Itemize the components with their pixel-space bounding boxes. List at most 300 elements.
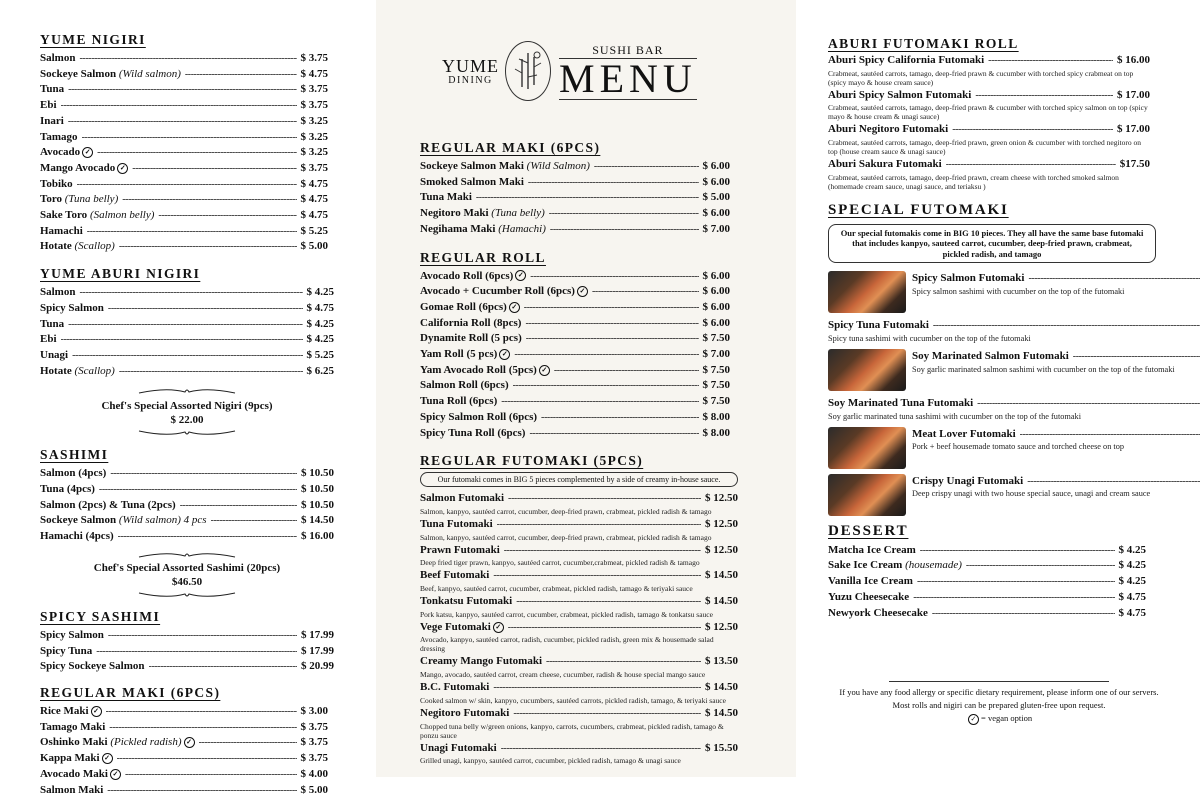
item-note: (Wild salmon) 4 pcs	[119, 514, 207, 526]
item-name: Tamago Maki	[40, 720, 105, 735]
menu-item	[420, 741, 738, 757]
leaf-icon: ✓	[110, 769, 121, 780]
item-description: Pork + beef housemade tomato sauce and torched cheese on top	[912, 442, 1200, 452]
dot-leader	[1028, 272, 1200, 287]
menu-item	[40, 177, 328, 193]
item-description: Deep fried tiger prawn, kanpyo, sautéed carrot, cucumber,crabmeat, pickled radish & tamago	[420, 558, 738, 567]
dot-leader	[508, 492, 701, 507]
item-name: Salmon Futomaki	[420, 491, 504, 506]
item-price: $ 6.00	[703, 175, 731, 190]
dot-leader	[476, 191, 699, 206]
item-name: Vanilla Ice Cream	[828, 574, 913, 589]
section-special-futomaki	[828, 203, 1160, 516]
item-note: (Scallop)	[75, 240, 115, 252]
item-price: $ 10.50	[301, 498, 334, 513]
section-dessert	[828, 524, 1146, 622]
item-description: Avocado, kanpyo, sautéed carrot, radish, cucumber, pickled radish, green mix & housemade salad dressing	[420, 635, 738, 653]
dot-leader	[524, 301, 699, 316]
menu-item	[40, 98, 328, 114]
dot-leader	[61, 99, 297, 114]
item-price: $ 14.50	[705, 680, 738, 695]
item-name: California Roll (8pcs)	[420, 316, 521, 331]
menu-column-left	[0, 0, 376, 777]
menu-item	[40, 161, 328, 177]
item-price: $ 5.00	[301, 783, 329, 798]
special-futomaki-item	[828, 474, 1160, 516]
dot-leader	[1027, 475, 1200, 490]
brand-name: YUME	[442, 57, 499, 75]
item-note: (Wild salmon)	[119, 68, 181, 80]
menu-item	[420, 426, 730, 442]
dot-leader	[1020, 428, 1200, 443]
chef-special-sashimi	[40, 561, 334, 589]
menu-item	[420, 363, 730, 379]
section-title: SPICY SASHIMI	[40, 609, 334, 624]
item-name: Oshinko Maki (Pickled radish) ✓	[40, 735, 195, 750]
menu-item	[912, 349, 1200, 365]
menu-item	[420, 159, 730, 175]
item-description: Chopped tuna belly w/green onions, kanpyo, carrots, cucumbers, crabmeat, pickled radish, tamago & ponzu sauce	[420, 722, 738, 740]
dot-leader	[525, 317, 698, 332]
dot-leader	[87, 225, 297, 240]
menu-item	[40, 628, 334, 644]
item-name: Unagi Futomaki	[420, 741, 497, 756]
dot-leader	[117, 752, 297, 767]
dot-leader	[68, 83, 296, 98]
section-sashimi	[40, 447, 334, 601]
item-name: Spicy Salmon	[40, 628, 104, 643]
item-price: $ 17.99	[301, 628, 334, 643]
item-name: Tuna	[40, 82, 64, 97]
menu-item	[828, 543, 1146, 559]
item-price: $ 17.99	[301, 644, 334, 659]
item-price: $ 10.50	[301, 466, 334, 481]
dot-leader	[122, 193, 296, 208]
menu-item	[420, 394, 730, 410]
item-name: Tonkatsu Futomaki	[420, 594, 512, 609]
item-price: $ 4.25	[1119, 558, 1147, 573]
dot-leader	[977, 397, 1200, 412]
dot-leader	[82, 131, 297, 146]
item-price: $ 12.50	[705, 517, 738, 532]
item-price: $ 7.50	[703, 331, 731, 346]
futomaki-photo	[828, 271, 906, 313]
item-price: $ 4.75	[301, 177, 329, 192]
dot-leader	[68, 318, 302, 333]
section-title: REGULAR MAKI (6PCS)	[420, 140, 730, 155]
item-price: $ 6.00	[703, 316, 731, 331]
item-description: Salmon, kanpyo, sautéed carrot, cucumber, deep-fried prawn, crabmeat, pickled radish & tamago	[420, 507, 738, 516]
menu-item	[40, 285, 334, 301]
item-name: Tuna (4pcs)	[40, 482, 95, 497]
item-name: Sockeye Salmon Maki (Wild Salmon)	[420, 159, 590, 174]
dot-leader	[554, 364, 699, 379]
item-name: Rice Maki ✓	[40, 704, 102, 719]
item-name: B.C. Futomaki	[420, 680, 489, 695]
menu-item	[40, 145, 328, 161]
special-futomaki-note: Our special futomakis come in BIG 10 pieces. They all have the same base futomaki that includes kanpyo, sauteed carrot, cucumber, deep-fried prawn, crabmeat, pickled radish, and tamago	[828, 224, 1156, 264]
menu-item	[40, 51, 328, 67]
dot-leader	[514, 348, 698, 363]
menu-item	[40, 498, 334, 514]
menu-item	[828, 318, 1200, 334]
dot-leader	[933, 319, 1200, 334]
section-title: REGULAR FUTOMAKI (5PCS)	[420, 453, 738, 468]
item-name: Hamachi	[40, 224, 83, 239]
item-name: Aburi Negitoro Futomaki	[828, 122, 948, 137]
item-name: Spicy Salmon Futomaki	[912, 271, 1024, 286]
menu-item	[40, 332, 334, 348]
item-name: Unagi	[40, 348, 68, 363]
dot-leader	[549, 207, 699, 222]
restaurant-logo	[442, 36, 796, 106]
item-description: Soy garlic marinated tuna sashimi with cucumber on the top of the futomaki	[828, 412, 1200, 422]
item-description: Pork katsu, kanpyo, sautéed carrot, cucumber, crabmeat, pickled radish, tamago & tonkatsu sauce	[420, 610, 738, 619]
menu-item	[912, 427, 1200, 443]
item-price: $ 4.75	[1119, 590, 1147, 605]
item-price: $ 14.50	[705, 706, 738, 721]
menu-item	[420, 620, 738, 636]
dot-leader	[68, 115, 297, 130]
chef-special-nigiri	[40, 399, 334, 427]
dot-leader	[97, 146, 296, 161]
menu-column-middle	[376, 0, 796, 777]
menu-item	[420, 378, 730, 394]
dot-leader	[513, 707, 701, 722]
item-name: Sake Toro (Salmon belly)	[40, 208, 154, 223]
item-name: Salmon (4pcs)	[40, 466, 106, 481]
item-note: (Pickled radish)	[110, 736, 181, 748]
menu-item	[912, 474, 1200, 490]
item-price: $ 5.25	[307, 348, 335, 363]
item-note: (Tuna belly)	[491, 207, 544, 219]
item-price: $ 4.25	[307, 332, 335, 347]
leaf-icon: ✓	[499, 349, 510, 360]
item-name: Aburi Spicy California Futomaki	[828, 53, 984, 68]
item-price: $ 7.50	[703, 394, 731, 409]
item-price: $ 6.00	[703, 284, 731, 299]
dot-leader	[493, 569, 701, 584]
dot-leader	[530, 270, 698, 285]
item-name: Sockeye Salmon (Wild salmon)	[40, 67, 181, 82]
futomaki-note: Our futomaki comes in BIG 5 pieces complemented by a side of creamy in-house sauce.	[420, 472, 738, 487]
dot-leader	[79, 52, 296, 67]
menu-item	[40, 751, 328, 767]
section-title: REGULAR MAKI (6PCS)	[40, 685, 328, 700]
dot-leader	[508, 621, 701, 636]
item-price: $ 4.25	[1119, 574, 1147, 589]
item-name: Yam Roll (5 pcs) ✓	[420, 347, 510, 362]
item-name: Avocado Roll (6pcs) ✓	[420, 269, 526, 284]
dot-leader	[108, 629, 297, 644]
item-name: Inari	[40, 114, 64, 129]
menu-item	[40, 348, 334, 364]
menu-item	[912, 271, 1200, 287]
menu-item	[40, 659, 334, 675]
item-name: Smoked Salmon Maki	[420, 175, 524, 190]
leaf-icon: ✓	[184, 737, 195, 748]
item-name: Aburi Spicy Salmon Futomaki	[828, 88, 971, 103]
item-price: $ 12.50	[705, 620, 738, 635]
item-name: Spicy Salmon	[40, 301, 104, 316]
menu-item	[420, 222, 730, 238]
section-yume-nigiri	[40, 32, 328, 255]
dot-leader	[550, 223, 699, 238]
menu-item	[40, 67, 328, 83]
item-price: $ 7.00	[703, 222, 731, 237]
section-title: YUME ABURI NIGIRI	[40, 266, 334, 281]
item-name: Negihama Maki (Hamachi)	[420, 222, 546, 237]
item-name: Sake Ice Cream (housemade)	[828, 558, 962, 573]
menu-item	[828, 396, 1200, 412]
item-name: Ebi	[40, 98, 57, 113]
dot-leader	[106, 705, 297, 720]
menu-column-right	[796, 0, 1200, 777]
item-price: $ 3.75	[301, 51, 329, 66]
menu-item	[40, 317, 334, 333]
item-name: Mango Avocado ✓	[40, 161, 128, 176]
dot-leader	[107, 784, 296, 798]
item-name: Soy Marinated Tuna Futomaki	[828, 396, 973, 411]
menu-item	[40, 114, 328, 130]
item-price: $ 3.75	[301, 161, 329, 176]
menu-item	[40, 224, 328, 240]
menu-item	[40, 192, 328, 208]
menu-item	[828, 558, 1146, 574]
item-price: $ 4.75	[301, 67, 329, 82]
item-name: Salmon	[40, 51, 75, 66]
menu-item	[40, 130, 328, 146]
menu-item	[420, 568, 738, 584]
leaf-icon: ✓	[102, 753, 113, 764]
special-futomaki-item	[828, 318, 1160, 344]
dot-leader	[988, 54, 1113, 69]
item-description: Deep crispy unagi with two house special sauce, unagi and cream sauce	[912, 489, 1200, 499]
item-price: $ 3.25	[301, 145, 329, 160]
dot-leader	[541, 411, 698, 426]
menu-item	[828, 606, 1146, 622]
item-description: Grilled unagi, kanpyo, sautéed carrot, cucumber, pickled radish, tamago & unagi sauce	[420, 756, 738, 765]
menu-footer	[828, 681, 1170, 725]
item-name: Kappa Maki ✓	[40, 751, 113, 766]
item-price: $ 14.50	[301, 513, 334, 528]
menu-item	[420, 654, 738, 670]
item-price: $ 6.00	[703, 300, 731, 315]
item-name: Ebi	[40, 332, 57, 347]
special-futomaki-item	[828, 427, 1160, 469]
menu-item	[40, 482, 334, 498]
dot-leader	[79, 286, 302, 301]
item-name: Hamachi (4pcs)	[40, 529, 114, 544]
dot-leader	[975, 89, 1113, 104]
menu-item	[420, 206, 730, 222]
item-name: Hotate (Scallop)	[40, 239, 115, 254]
item-price: $ 4.75	[301, 208, 329, 223]
menu-item	[40, 208, 328, 224]
menu-item	[420, 680, 738, 696]
menu-item	[40, 364, 334, 380]
menu-wordmark: MENU	[559, 58, 697, 100]
menu-item	[420, 316, 730, 332]
item-price: $ 10.50	[301, 482, 334, 497]
menu-item	[40, 301, 334, 317]
item-name: Gomae Roll (6pcs) ✓	[420, 300, 520, 315]
item-price: $ 7.00	[703, 347, 731, 362]
item-price: $ 4.25	[1119, 543, 1147, 558]
dot-leader	[108, 302, 303, 317]
item-price: $ 4.25	[307, 317, 335, 332]
menu-item	[40, 466, 334, 482]
section-regular-maki-left	[40, 685, 328, 798]
dot-leader	[504, 544, 701, 559]
item-note: (Tuna belly)	[65, 193, 118, 205]
item-name: Tuna	[40, 317, 64, 332]
menu-item	[420, 284, 730, 300]
dot-leader	[132, 162, 296, 177]
leaf-icon: ✓	[509, 302, 520, 313]
menu-item	[420, 269, 730, 285]
item-price: $ 3.75	[301, 735, 329, 750]
item-price: $17.50	[1120, 157, 1150, 172]
flourish-divider-icon	[137, 385, 237, 397]
vegan-legend: ✓ = vegan option	[828, 712, 1170, 725]
item-note: (Wild Salmon)	[527, 160, 590, 172]
dot-leader	[528, 176, 699, 191]
gluten-note: Most rolls and nigiri can be prepared gluten-free upon request.	[828, 699, 1170, 712]
dot-leader	[185, 68, 297, 83]
item-price: $ 3.75	[301, 82, 329, 97]
dot-leader	[119, 240, 297, 255]
dot-leader	[1073, 350, 1200, 365]
special-futomaki-item	[828, 271, 1160, 313]
item-name: Yam Avocado Roll (5pcs) ✓	[420, 363, 550, 378]
item-name: Yuzu Cheesecake	[828, 590, 909, 605]
dot-leader	[932, 607, 1115, 622]
item-price: $ 12.50	[705, 543, 738, 558]
menu-item	[40, 783, 328, 798]
dot-leader	[77, 178, 297, 193]
item-name: Spicy Tuna	[40, 644, 92, 659]
special-price: $ 22.00	[40, 413, 334, 427]
item-description: Crabmeat, sautéed carrots, tamago, deep-fried prawn & cucumber with torched spicy salmon on top (spicy mayo & house cream & unagi sauce)	[828, 103, 1150, 121]
item-name: Tobiko	[40, 177, 73, 192]
item-price: $ 17.00	[1117, 88, 1150, 103]
item-price: $ 6.00	[703, 206, 731, 221]
item-name: Spicy Tuna Roll (6pcs)	[420, 426, 525, 441]
dot-leader	[513, 379, 699, 394]
item-price: $ 8.00	[703, 426, 731, 441]
section-yume-aburi-nigiri	[40, 266, 334, 439]
item-name: Aburi Sakura Futomaki	[828, 157, 942, 172]
dot-leader	[180, 499, 297, 514]
item-description: Crabmeat, sautéed carrots, tamago, deep-fried prawn, green onion & cucumber with torched negitoro on top (house cream sauce & unagi sauce)	[828, 138, 1150, 156]
item-name: Newyork Cheesecake	[828, 606, 928, 621]
menu-item	[40, 735, 328, 751]
leaf-icon: ✓	[968, 714, 979, 725]
dot-leader	[592, 285, 699, 300]
dot-leader	[96, 645, 297, 660]
dot-leader	[199, 736, 297, 751]
brand-dining: DINING	[442, 75, 499, 86]
dot-leader	[913, 591, 1114, 606]
dot-leader	[952, 123, 1113, 138]
item-description: Cooked salmon w/ skin, kanpyo, cucumbers, sautéed carrots, pickled radish, tamago, & teriyaki sauce	[420, 696, 738, 705]
item-price: $ 3.25	[301, 114, 329, 129]
item-price: $ 20.99	[301, 659, 334, 674]
leaf-icon: ✓	[539, 365, 550, 376]
leaf-icon: ✓	[117, 163, 128, 174]
menu-item	[420, 190, 730, 206]
item-price: $ 3.25	[301, 130, 329, 145]
menu-item	[420, 594, 738, 610]
dot-leader	[72, 349, 302, 364]
item-name: Meat Lover Futomaki	[912, 427, 1016, 442]
dot-leader	[497, 518, 701, 533]
menu-item	[40, 529, 334, 545]
section-regular-maki-mid	[420, 140, 730, 238]
menu-item	[420, 331, 730, 347]
item-price: $ 5.00	[301, 239, 329, 254]
leaf-icon: ✓	[577, 286, 588, 297]
item-price: $ 15.50	[705, 741, 738, 756]
item-name: Salmon	[40, 285, 75, 300]
item-price: $ 4.00	[301, 767, 329, 782]
section-regular-futomaki	[420, 453, 738, 765]
item-price: $ 5.00	[703, 190, 731, 205]
menu-item	[420, 410, 730, 426]
dot-leader	[119, 365, 303, 380]
menu-item	[420, 517, 738, 533]
leaf-icon: ✓	[493, 622, 504, 633]
menu-item	[828, 53, 1150, 69]
menu-item	[40, 767, 328, 783]
dot-leader	[501, 742, 701, 757]
item-price: $ 13.50	[705, 654, 738, 669]
menu-item	[828, 574, 1146, 590]
item-note: (Hamachi)	[498, 223, 546, 235]
menu-item	[420, 175, 730, 191]
section-title: ABURI FUTOMAKI ROLL	[828, 36, 1150, 51]
menu-item	[828, 88, 1150, 104]
item-price: $ 6.00	[703, 269, 731, 284]
item-price: $ 4.75	[1119, 606, 1147, 621]
special-futomaki-item	[828, 349, 1160, 391]
item-price: $ 14.50	[705, 594, 738, 609]
section-title: SPECIAL FUTOMAKI	[828, 203, 1160, 218]
menu-item	[40, 513, 334, 529]
section-regular-roll	[420, 250, 730, 442]
flourish-divider-icon	[137, 427, 237, 439]
dot-leader	[118, 530, 297, 545]
item-name: Salmon (2pcs) & Tuna (2pcs)	[40, 498, 176, 513]
menu-item	[828, 157, 1150, 173]
item-name: Negitoro Maki (Tuna belly)	[420, 206, 545, 221]
item-name: Spicy Tuna Futomaki	[828, 318, 929, 333]
item-name: Vege Futomaki ✓	[420, 620, 504, 635]
item-name: Tamago	[40, 130, 78, 145]
item-price: $ 6.00	[703, 159, 731, 174]
item-price: $ 3.00	[301, 704, 329, 719]
flourish-divider-icon	[137, 589, 237, 601]
flourish-divider-icon	[137, 549, 237, 561]
dot-leader	[211, 514, 297, 529]
item-name: Spicy Sockeye Salmon	[40, 659, 145, 674]
item-name: Avocado ✓	[40, 145, 93, 160]
item-price: $ 3.75	[301, 720, 329, 735]
leaf-icon: ✓	[515, 270, 526, 281]
menu-item	[40, 644, 334, 660]
menu-item	[420, 543, 738, 559]
